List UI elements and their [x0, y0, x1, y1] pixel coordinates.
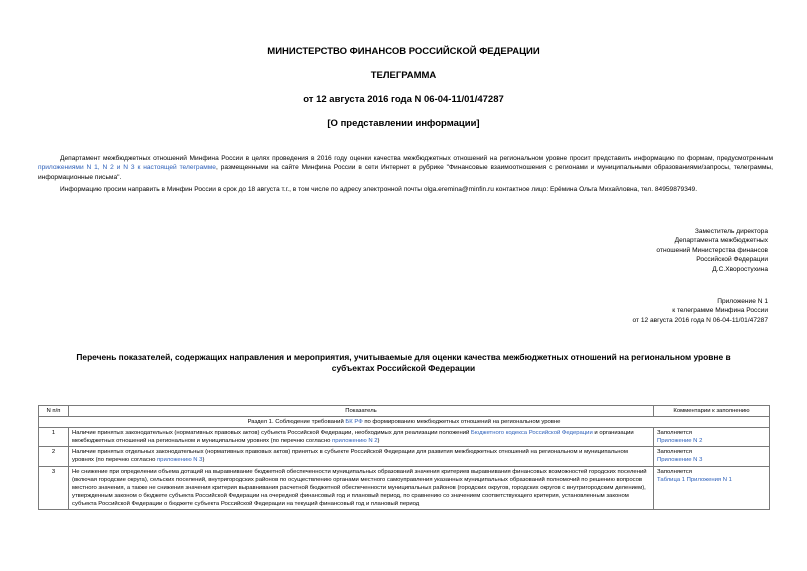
section-1-title: [39, 417, 770, 428]
indicators-table: [38, 405, 770, 510]
row-comment-text: Заполняется: [657, 449, 692, 456]
table-header-row: [39, 406, 770, 417]
table-1-appendix-1-link[interactable]: Таблица 1 Приложения N 1: [657, 476, 732, 483]
appendix-3-comment-link[interactable]: Приложение N 3: [657, 457, 703, 464]
row-number: 1: [39, 428, 69, 447]
signature-line: Департамента межбюджетных: [674, 237, 768, 245]
appendix-ref-line: к телеграмме Минфина России: [672, 307, 768, 315]
appendices-link[interactable]: приложениями N 1, N 2 и N 3 к настоящей телеграмме: [38, 164, 216, 172]
row-comment-text: Заполняется: [657, 468, 692, 475]
row-indicator-text: ): [202, 457, 205, 464]
row-comment: [654, 466, 770, 509]
section-1-text-b: по формированию межбюджетных отношений на региональном уровне: [362, 419, 561, 426]
body-paragraph-1: [38, 154, 773, 182]
row-indicator: [69, 447, 654, 466]
document-date-number: от 12 августа 2016 года N 06-04-11/01/47287: [303, 94, 504, 105]
row-indicator: Не снижение при определении объема дотаций на выравнивание бюджетной обеспеченности муниципальных образований значения критериев выравнивания финансовых возможностей городских поселений (включая городские округа), сельских поселений, внутригородских районов по осуществлению органами местного самоуправления указанных муниципальных образований полномочий по решению вопросов местного значения, а также не снижения значения критерия выравнивания расчетной бюджетной обеспеченности муниципальных районов (городских округов, городских округов с внутригородским делением), утвержденным законом о бюджете субъекта Российской Федерации на очередной финансовый год и плановый период, по сравнению со значением соответствующего критерия, установленным законом субъекта Российской Федерации о бюджете субъекта Российской Федерации на текущий финансовый год и плановый период: [69, 466, 654, 509]
row-indicator-text: Наличие принятых отдельных законодательных (нормативных правовых актов) принятых в субъекте Российской Федерации для развития межбюджетных отношений на региональном и муниципальном уровнях (по перечню согласно: [72, 449, 628, 464]
appendix-reference: [560, 297, 768, 325]
row-comment: [654, 428, 770, 447]
row-number: 3: [39, 466, 69, 509]
list-title-line: субъектах Российской Федерации: [331, 363, 476, 373]
body-paragraph-1-text-b: , размещенными на сайте Минфина России в сети Интернет в рубрике "Финансовые взаимоотношения с регионами и муниципальными образованиями/запросы, телеграммы, информационные письма".: [38, 164, 773, 181]
appendix-2-link[interactable]: приложению N 2: [332, 438, 378, 445]
section-1-text-a: Раздел 1. Соблюдение требований: [247, 419, 346, 426]
document-type-heading: ТЕЛЕГРАММА: [370, 70, 437, 81]
appendix-ref-line: Приложение N 1: [717, 298, 768, 305]
list-title-line: Перечень показателей, содержащих направления и мероприятия, учитываемые для оценки качества межбюджетных отношений на региональном уровне в: [76, 352, 731, 362]
row-indicator-text: и организации межбюджетных отношений на региональном и муниципальном уровнях (по перечню согласно: [72, 430, 634, 445]
row-indicator: [69, 428, 654, 447]
appendix-2-comment-link[interactable]: Приложение N 2: [657, 438, 703, 445]
table-row: [39, 447, 770, 466]
budget-code-rf-link[interactable]: Бюджетного кодекса Российской Федерации: [470, 430, 593, 437]
row-comment: [654, 447, 770, 466]
row-comment-text: Заполняется: [657, 430, 692, 437]
column-header-indicator: Показатель: [69, 406, 654, 417]
table-row: [39, 466, 770, 509]
list-title: [0, 352, 807, 374]
signatory-name: Д.С.Хворостухина: [712, 265, 768, 273]
signature-block: [560, 227, 768, 274]
section-row: [39, 417, 770, 428]
column-header-num: N п/п: [39, 406, 69, 417]
signature-line: Российской Федерации: [696, 256, 768, 264]
column-header-comments: Комментарии к заполнению: [654, 406, 770, 417]
appendix-3-link[interactable]: приложению N 3: [156, 457, 203, 464]
row-indicator-text: ): [377, 438, 380, 445]
ministry-heading: МИНИСТЕРСТВО ФИНАНСОВ РОССИЙСКОЙ ФЕДЕРАЦИИ: [267, 46, 540, 57]
appendix-ref-line: от 12 августа 2016 года N 06-04-11/01/47287: [632, 316, 768, 324]
signature-line: Заместитель директора: [694, 228, 768, 235]
row-indicator-text: Наличие принятых законодательных (нормативных правовых актов) субъекта Российской Федерации, необходимых для реализации положений: [72, 430, 471, 437]
table-row: [39, 428, 770, 447]
body-paragraph-1-text-a: Департамент межбюджетных отношений Минфина России в целях проведения в 2016 году оценки качества межбюджетных отношений на региональном уровне просит представить информацию по формам, предусмотренным: [60, 155, 773, 162]
row-number: 2: [39, 447, 69, 466]
body-paragraph-2: Информацию просим направить в Минфин России в срок до 18 августа т.г., в том числе по адресу электронной почты olga.eremina@minfin.ru контактное лицо: Ерёмина Ольга Михайловна, тел. 84959879349.: [60, 186, 698, 193]
budget-code-link[interactable]: БК РФ: [345, 419, 363, 426]
document-subject: [О представлении информации]: [327, 118, 480, 129]
signature-line: отношений Министерства финансов: [656, 246, 768, 254]
